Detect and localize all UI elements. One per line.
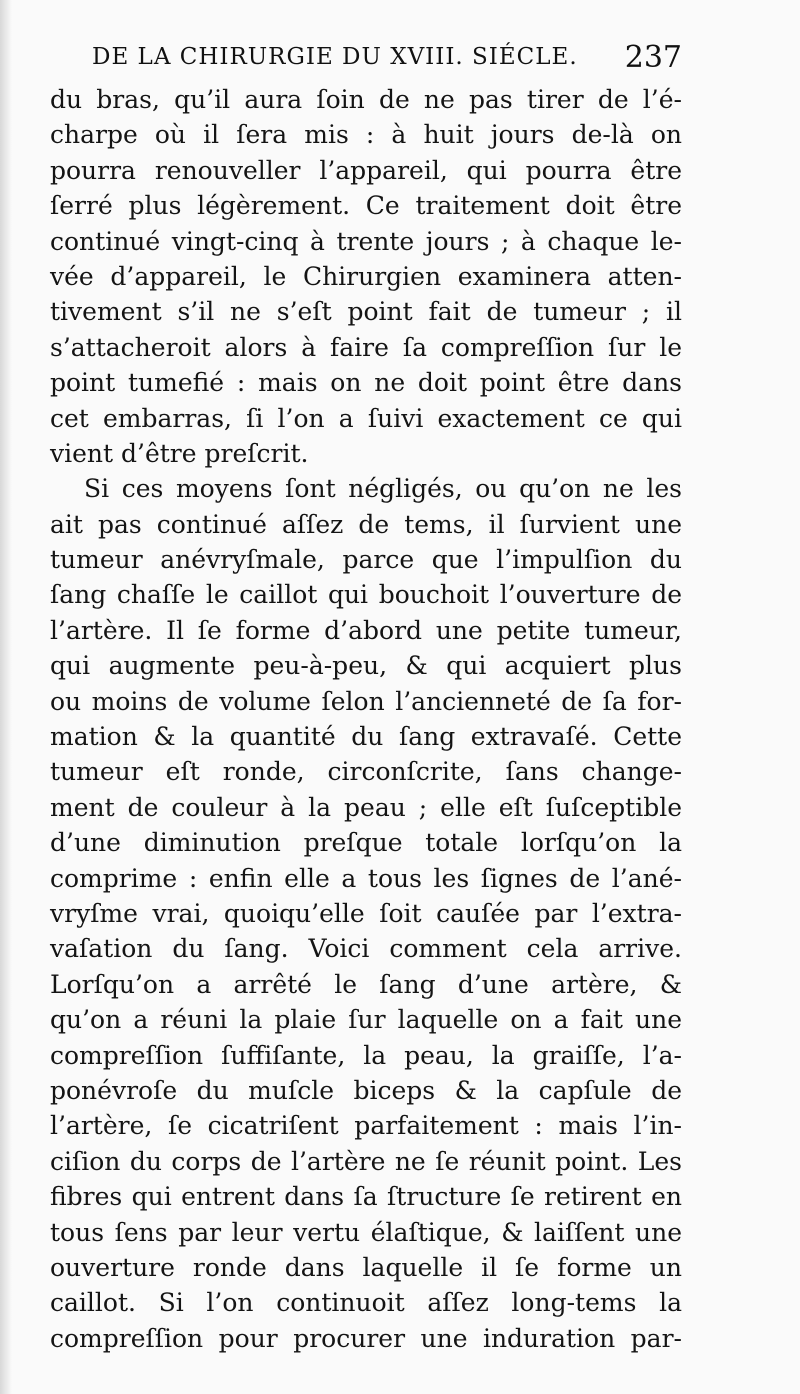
text-line: d’une diminution preſque totale lorſqu’on la [50, 828, 682, 858]
text-line: continué vingt-cinq à trente jours ; à chaque le- [50, 226, 682, 256]
text-line: ſang chaſſe le caillot qui bouchoit l’ouverture de [50, 580, 682, 610]
body-text [50, 82, 682, 1356]
text-line: qui augmente peu-à-peu, & qui acquiert plus [50, 651, 682, 681]
page-gutter-shadow [0, 0, 12, 1394]
text-line: Si ces moyens ſont négligés, ou qu’on ne les [84, 474, 682, 504]
text-line: ou moins de volume ſelon l’ancienneté de ſa for- [50, 686, 682, 716]
text-line: l’artère, ſe cicatriſent parfaitement : mais l’in- [50, 1111, 682, 1141]
page-number: 237 [624, 40, 682, 75]
text-line: tous ſens par leur vertu élaſtique, & laiſſent une [50, 1217, 682, 1247]
text-line: fibres qui entrent dans ſa ſtructure ſe retirent en [50, 1182, 682, 1212]
text-line: ment de couleur à la peau ; elle eſt ſuſceptible [50, 792, 682, 822]
text-line: ſerré plus légèrement. Ce traitement doit être [50, 191, 682, 221]
text-line: mation & la quantité du ſang extravaſé. Cette [50, 722, 682, 752]
text-line: vient d’être preſcrit. [50, 438, 309, 468]
text-line: qu’on a réuni la plaie ſur laquelle on a fait une [50, 1005, 682, 1035]
text-line: pourra renouveller l’appareil, qui pourra être [50, 155, 682, 185]
running-title: DE LA CHIRURGIE DU XVIII. SIÉCLE. [92, 44, 578, 70]
text-line: cet embarras, ſi l’on a ſuivi exactement ce qui [50, 403, 682, 433]
text-line: tumeur eſt ronde, circonſcrite, ſans change- [50, 757, 682, 787]
text-line: ait pas continué aſſez de tems, il ſurvient une [50, 509, 682, 539]
text-line: caillot. Si l’on continuoit aſſez long-tems la [50, 1288, 682, 1318]
text-line: du bras, qu’il aura ſoin de ne pas tirer de l’é- [50, 85, 682, 114]
text-line: charpe où il ſera mis : à huit jours de-là on [50, 120, 682, 150]
text-line: ponévroſe du muſcle biceps & la capſule de [50, 1075, 682, 1105]
text-line: Lorſqu’on a arrêté le ſang d’une artère, & [50, 969, 682, 999]
text-line: vée d’appareil, le Chirurgien examinera atten- [50, 261, 682, 291]
running-head [92, 40, 692, 80]
text-line: ciſion du corps de l’artère ne ſe réunit point. Les [50, 1146, 682, 1176]
text-line: point tumefié : mais on ne doit point être dans [50, 368, 682, 398]
text-line: s’attacheroit alors à faire ſa compreſſion ſur le [50, 332, 682, 362]
text-line: ouverture ronde dans laquelle il ſe forme un [50, 1252, 682, 1282]
text-line: vaſation du ſang. Voici comment cela arrive. [50, 934, 682, 964]
text-line: tumeur anévryſmale, parce que l’impulſion du [50, 545, 682, 575]
text-line: compreſſion ſuffiſante, la peau, la graiſſe, l’a- [50, 1040, 682, 1070]
text-line: vryſme vrai, quoiqu’elle ſoit cauſée par l’extra- [50, 898, 682, 928]
text-line: l’artère. Il ſe forme d’abord une petite tumeur, [50, 615, 682, 645]
text-line: tivement s’il ne s’eſt point fait de tumeur ; il [50, 297, 682, 327]
text-line: compreſſion pour procurer une induration par- [50, 1323, 682, 1353]
text-line: comprime : enfin elle a tous les ſignes de l’ané- [50, 863, 682, 893]
